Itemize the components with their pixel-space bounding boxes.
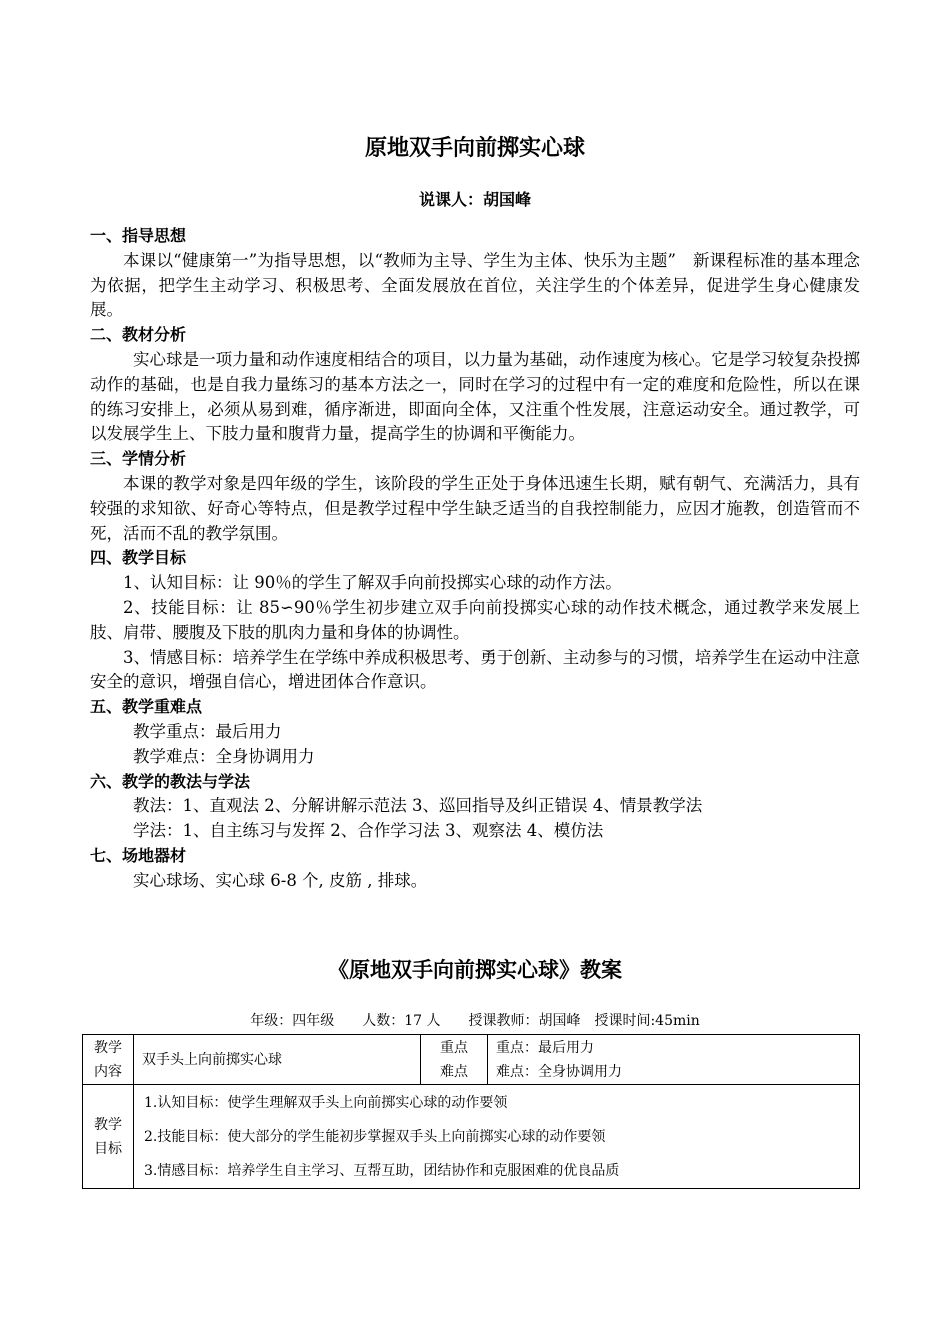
key-value-text: 重点：最后用力 <box>496 1039 594 1056</box>
lesson-plan-title: 《原地双手向前掷实心球》教案 <box>328 958 622 982</box>
label-text: 教学 <box>94 1039 122 1056</box>
section-heading: 三、学情分析 <box>90 449 187 469</box>
key-point-item: 教学难点：全身协调用力 <box>133 746 315 766</box>
section-heading: 六、教学的教法与学法 <box>90 771 251 791</box>
section-paragraph: 本课的教学对象是四年级的学生，该阶段的学生正处于身体迅速生长期，赋有朝气、充满活力，具有较强的求知欲、好奇心等特点，但是教学过程中学生缺乏适当的自我控制能力，应因才施教，创造管而不死，活而不乱的教学氛围。 <box>90 473 860 543</box>
method-item: 学法：1、自主练习与发挥 2、合作学习法 3、观察法 4、模仿法 <box>133 821 604 841</box>
section-student-analysis <box>90 447 860 546</box>
goal-line: 1.认知目标：使学生理解双手头上向前掷实心球的动作要领 <box>144 1094 508 1111</box>
section-teaching-goals <box>90 546 860 695</box>
speaker-line: 说课人：胡国峰 <box>418 190 531 209</box>
goal-line: 2.技能目标：使大部分的学生能初步掌握双手头上向前掷实心球的动作要领 <box>144 1128 606 1145</box>
document-title: 原地双手向前掷实心球 <box>364 136 585 161</box>
key-label-cell <box>421 1035 488 1085</box>
section-heading: 一、指导思想 <box>90 226 187 245</box>
section-guiding-thought <box>90 224 860 323</box>
label-text: 教学 <box>94 1116 122 1133</box>
label-text: 目标 <box>94 1140 122 1157</box>
section-heading: 二、教材分析 <box>90 325 187 345</box>
section-material-analysis <box>90 323 860 447</box>
label-text: 内容 <box>94 1063 122 1080</box>
section-heading: 四、教学目标 <box>90 548 187 568</box>
label-cell <box>83 1085 134 1189</box>
table-row <box>83 1035 860 1085</box>
lesson-plan-meta: 年级：四年级 人数：17 人 授课教师：胡国峰 授课时间:45min <box>250 1013 700 1029</box>
section-paragraph: 实心球是一项力量和动作速度相结合的项目，以力量为基础，动作速度为核心。它是学习较复杂投掷动作的基础，也是自我力量练习的基本方法之一，同时在学习的过程中有一定的难度和危险性，所以在课的练习安排上，必须从易到难，循序渐进，即面向全体，又注重个性发展，注意运动安全。通过教学，可以发展学生上、下肢力量和腹背力量，提高学生的协调和平衡能力。 <box>90 349 860 444</box>
label-cell <box>83 1035 134 1085</box>
label-text: 难点 <box>440 1063 468 1080</box>
key-value-cell <box>488 1035 860 1085</box>
section-heading: 七、场地器材 <box>90 845 187 865</box>
lesson-plan-table <box>82 1034 860 1189</box>
section-heading: 五、教学重难点 <box>90 697 203 717</box>
document-body <box>90 224 860 894</box>
section-key-points <box>90 695 860 769</box>
equipment-item: 实心球场、实心球 6-8 个, 皮筋 , 排球。 <box>133 870 428 890</box>
key-value-text: 难点：全身协调用力 <box>496 1063 622 1080</box>
goal-item: 3、情感目标：培养学生在学练中养成积极思考、勇于创新、主动参与的习惯，培养学生在运动中注意安全的意识，增强自信心，增进团体合作意识。 <box>90 647 860 692</box>
section-paragraph: 本课以“健康第一”为指导思想，以“教师为主导、学生为主体、快乐为主题” 新课程标准的基本理念为依据，把学生主动学习、积极思考、全面发展放在首位，关注学生的个体差异，促进学生身心健康发展。 <box>90 250 860 320</box>
goal-line: 3.情感目标：培养学生自主学习、互帮互助，团结协作和克服困难的优良品质 <box>144 1162 620 1179</box>
goal-item: 2、技能目标：让 85∽90％学生初步建立双手向前投掷实心球的动作技术概念，通过教学来发展上肢、肩带、腰腹及下肢的肌肉力量和身体的协调性。 <box>90 597 860 642</box>
method-item: 教法：1、直观法 2、分解讲解示范法 3、巡回指导及纠正错误 4、情景教学法 <box>133 796 703 816</box>
goals-cell <box>134 1085 860 1189</box>
table-row <box>83 1085 860 1189</box>
goal-item: 1、认知目标：让 90％的学生了解双手向前投掷实心球的动作方法。 <box>123 573 622 593</box>
section-equipment <box>90 844 860 894</box>
section-methods <box>90 770 860 844</box>
content-cell: 双手头上向前掷实心球 <box>134 1035 421 1085</box>
key-point-item: 教学重点：最后用力 <box>133 721 282 741</box>
label-text: 重点 <box>440 1039 468 1056</box>
